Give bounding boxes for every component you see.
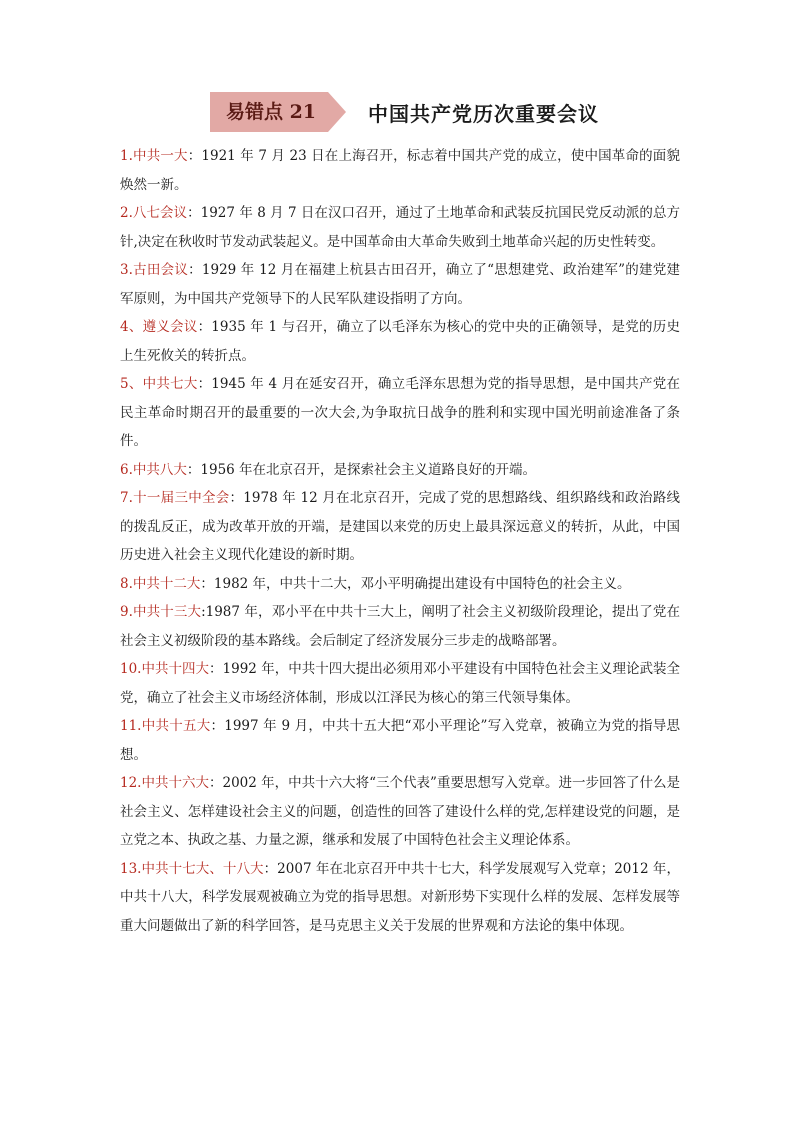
item-label: 4、遵义会议	[120, 319, 198, 335]
page-title: 中国共产党历次重要会议	[368, 101, 599, 126]
list-item	[120, 769, 680, 855]
list-item	[120, 370, 680, 456]
item-label: 1.中共一大	[120, 148, 188, 164]
item-text: ：1929 年 12 月在福建上杭县古田召开，确立了“思想建党、政治建军”的建党建军原则，为中国共产党领导下的人民军队建设指明了方向。	[120, 262, 680, 307]
item-label: 9.中共十三大	[120, 604, 202, 620]
list-item	[120, 655, 680, 712]
list-item	[120, 855, 680, 941]
item-label: 7.十一届三中全会	[120, 490, 230, 506]
item-text: ：1921 年 7 月 23 日在上海召开，标志着中国共产党的成立，使中国革命的面貌焕然一新。	[120, 148, 680, 193]
list-item	[120, 142, 680, 199]
list-item	[120, 199, 680, 256]
item-label: 11.中共十五大	[120, 718, 211, 734]
meeting-list	[120, 142, 680, 940]
item-text: ：1982 年，中共十二大，邓小平明确提出建设有中国特色的社会主义。	[200, 575, 631, 592]
item-text: ：1956 年在北京召开，是探索社会主义道路良好的开端。	[186, 461, 537, 478]
item-label: 12.中共十六大	[120, 775, 209, 791]
item-text: ：1978 年 12 月在北京召开，完成了党的思想路线、组织路线和政治路线的拨乱反正，成为改革开放的开端，是建国以来党的历史上最具深远意义的转折，从此，中国历史进入社会主义现代化建设的新时期。	[120, 490, 680, 563]
section-badge: 易错点 21	[210, 92, 328, 132]
item-label: 13.中共十七大、十八大	[120, 860, 264, 877]
list-item	[120, 256, 680, 313]
list-item	[120, 598, 680, 655]
item-label: 3.古田会议	[120, 262, 189, 278]
item-label: 5、中共七大	[120, 376, 198, 392]
item-label: 6.中共八大	[120, 461, 187, 478]
item-text: ：2002 年，中共十六大将“三个代表”重要思想写入党章。进一步回答了什么是社会主义、怎样建设社会主义的问题，创造性的回答了建设什么样的党,怎样建设党的问题，是立党之本、执政之基、力量之源，继承和发展了中国特色社会主义理论体系。	[120, 775, 680, 848]
item-label: 8.中共十二大	[120, 575, 201, 592]
item-text: ：1935 年 1 与召开，确立了以毛泽东为核心的党中央的正确领导，是党的历史上生死攸关的转折点。	[120, 319, 680, 364]
item-text: ：1997 年 9 月，中共十五大把“邓小平理论”写入党章，被确立为党的指导思想。	[120, 718, 680, 763]
list-item	[120, 712, 680, 769]
item-text: ：1927 年 8 月 7 日在汉口召开，通过了土地革命和武装反抗国民党反动派的总方针,决定在秋收时节发动武装起义。是中国革命由大革命失败到土地革命兴起的历史性转变。	[120, 205, 680, 250]
item-text: ：1945 年 4 月在延安召开，确立毛泽东思想为党的指导思想，是中国共产党在民主革命时期召开的最重要的一次大会,为争取抗日战争的胜利和实现中国光明前途准备了条件。	[120, 376, 680, 449]
list-item	[120, 456, 680, 485]
item-text: :1987 年，邓小平在中共十三大上，阐明了社会主义初级阶段理论，提出了党在社会主义初级阶段的基本路线。会后制定了经济发展分三步走的战略部署。	[120, 604, 680, 649]
list-item	[120, 570, 680, 599]
list-item	[120, 484, 680, 570]
list-item	[120, 313, 680, 370]
item-text: ：1992 年，中共十四大提出必须用邓小平建设有中国特色社会主义理论武装全党，确立了社会主义市场经济体制，形成以江泽民为核心的第三代领导集体。	[120, 661, 680, 706]
section-header	[210, 92, 599, 132]
item-text: ：2007 年在北京召开中共十七大，科学发展观写入党章；2012 年，中共十八大，科学发展观被确立为党的指导思想。对新形势下实现什么样的发展、怎样发展等重大问题做出了新的科学回答，是马克思主义关于发展的世界观和方法论的集中体现。	[120, 860, 680, 934]
item-label: 2.八七会议	[120, 205, 188, 221]
item-label: 10.中共十四大	[120, 661, 210, 677]
